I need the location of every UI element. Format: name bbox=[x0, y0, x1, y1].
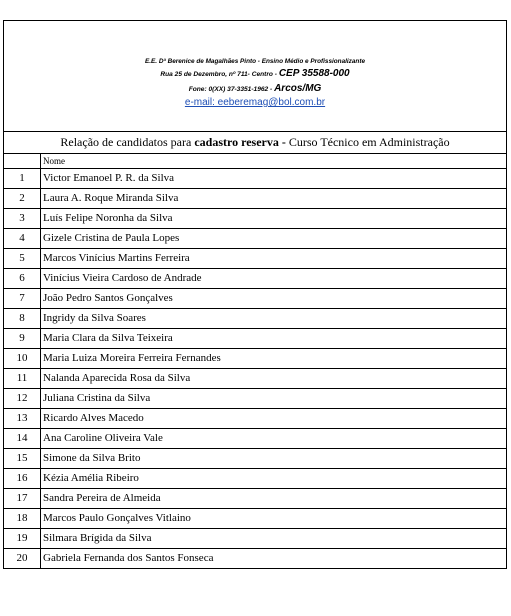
table-row bbox=[4, 169, 506, 189]
row-number: 5 bbox=[4, 249, 41, 269]
table-row bbox=[4, 349, 506, 369]
number-header-cell bbox=[4, 154, 41, 169]
candidate-name: João Pedro Santos Gonçalves bbox=[41, 289, 507, 309]
row-number: 14 bbox=[4, 429, 41, 449]
table-row bbox=[4, 429, 506, 449]
table-row bbox=[4, 189, 506, 209]
row-number: 17 bbox=[4, 489, 41, 509]
candidate-name: Marcos Paulo Gonçalves Vitlaino bbox=[41, 509, 507, 529]
candidate-name: Gizele Cristina de Paula Lopes bbox=[41, 229, 507, 249]
candidate-name: Ingridy da Silva Soares bbox=[41, 309, 507, 329]
candidate-name: Ana Caroline Oliveira Vale bbox=[41, 429, 507, 449]
table-row bbox=[4, 449, 506, 469]
row-number: 8 bbox=[4, 309, 41, 329]
table-row bbox=[4, 409, 506, 429]
table-row bbox=[4, 209, 506, 229]
school-address bbox=[4, 67, 506, 82]
table-row bbox=[4, 509, 506, 529]
table-row bbox=[4, 489, 506, 509]
school-phone bbox=[4, 82, 506, 96]
row-number: 15 bbox=[4, 449, 41, 469]
row-number: 4 bbox=[4, 229, 41, 249]
candidate-name: Victor Emanoel P. R. da Silva bbox=[41, 169, 507, 189]
title-suffix: Curso Técnico em Administração bbox=[285, 135, 450, 149]
email-link[interactable]: e-mail: eeberemag@bol.com.br bbox=[184, 97, 326, 108]
candidate-name: Marcos Vinícius Martins Ferreira bbox=[41, 249, 507, 269]
row-number: 19 bbox=[4, 529, 41, 549]
candidate-name: Gabriela Fernanda dos Santos Fonseca bbox=[41, 549, 507, 569]
school-name: E.E. Dª Berenice de Magalhães Pinto - Ensino Médio e Profissionalizante bbox=[144, 58, 366, 65]
row-number: 16 bbox=[4, 469, 41, 489]
table-row bbox=[4, 249, 506, 269]
name-header-cell: Nome bbox=[41, 154, 507, 169]
table-header-row bbox=[4, 154, 506, 169]
row-number: 7 bbox=[4, 289, 41, 309]
candidate-name: Maria Luiza Moreira Ferreira Fernandes bbox=[41, 349, 507, 369]
row-number: 9 bbox=[4, 329, 41, 349]
list-title bbox=[4, 132, 506, 154]
row-number: 10 bbox=[4, 349, 41, 369]
candidate-name: Ricardo Alves Macedo bbox=[41, 409, 507, 429]
table-row bbox=[4, 309, 506, 329]
candidate-table bbox=[4, 154, 506, 568]
row-number: 3 bbox=[4, 209, 41, 229]
candidate-name: Luís Felipe Noronha da Silva bbox=[41, 209, 507, 229]
table-row bbox=[4, 469, 506, 489]
table-row bbox=[4, 369, 506, 389]
postal-code: CEP 35588-000 bbox=[278, 68, 350, 79]
table-row bbox=[4, 229, 506, 249]
email-line bbox=[4, 96, 506, 109]
candidate-sheet bbox=[3, 20, 507, 569]
candidate-name: Vinícius Vieira Cardoso de Andrade bbox=[41, 269, 507, 289]
title-bold: cadastro reserva - bbox=[194, 135, 286, 149]
candidate-name: Juliana Cristina da Silva bbox=[41, 389, 507, 409]
row-number: 11 bbox=[4, 369, 41, 389]
candidate-name: Sandra Pereira de Almeida bbox=[41, 489, 507, 509]
row-number: 6 bbox=[4, 269, 41, 289]
school-header bbox=[4, 21, 506, 132]
table-row bbox=[4, 269, 506, 289]
row-number: 2 bbox=[4, 189, 41, 209]
candidate-name: Simone da Silva Brito bbox=[41, 449, 507, 469]
table-row bbox=[4, 289, 506, 309]
candidate-name: Silmara Brígida da Silva bbox=[41, 529, 507, 549]
candidate-name: Nalanda Aparecida Rosa da Silva bbox=[41, 369, 507, 389]
row-number: 13 bbox=[4, 409, 41, 429]
table-row bbox=[4, 389, 506, 409]
city-state: Arcos/MG bbox=[274, 83, 322, 94]
row-number: 12 bbox=[4, 389, 41, 409]
candidate-name: Laura A. Roque Miranda Silva bbox=[41, 189, 507, 209]
row-number: 18 bbox=[4, 509, 41, 529]
candidate-name: Maria Clara da Silva Teixeira bbox=[41, 329, 507, 349]
row-number: 20 bbox=[4, 549, 41, 569]
candidate-name: Kézia Amélia Ribeiro bbox=[41, 469, 507, 489]
phone-text: Fone: 0(XX) 37-3351-1962 - bbox=[188, 86, 275, 93]
table-row bbox=[4, 529, 506, 549]
table-row bbox=[4, 329, 506, 349]
table-row bbox=[4, 549, 506, 569]
title-prefix: Relação de candidatos para bbox=[60, 135, 195, 149]
address-text: Rua 25 de Dezembro, nº 711- Centro - bbox=[160, 71, 279, 78]
row-number: 1 bbox=[4, 169, 41, 189]
